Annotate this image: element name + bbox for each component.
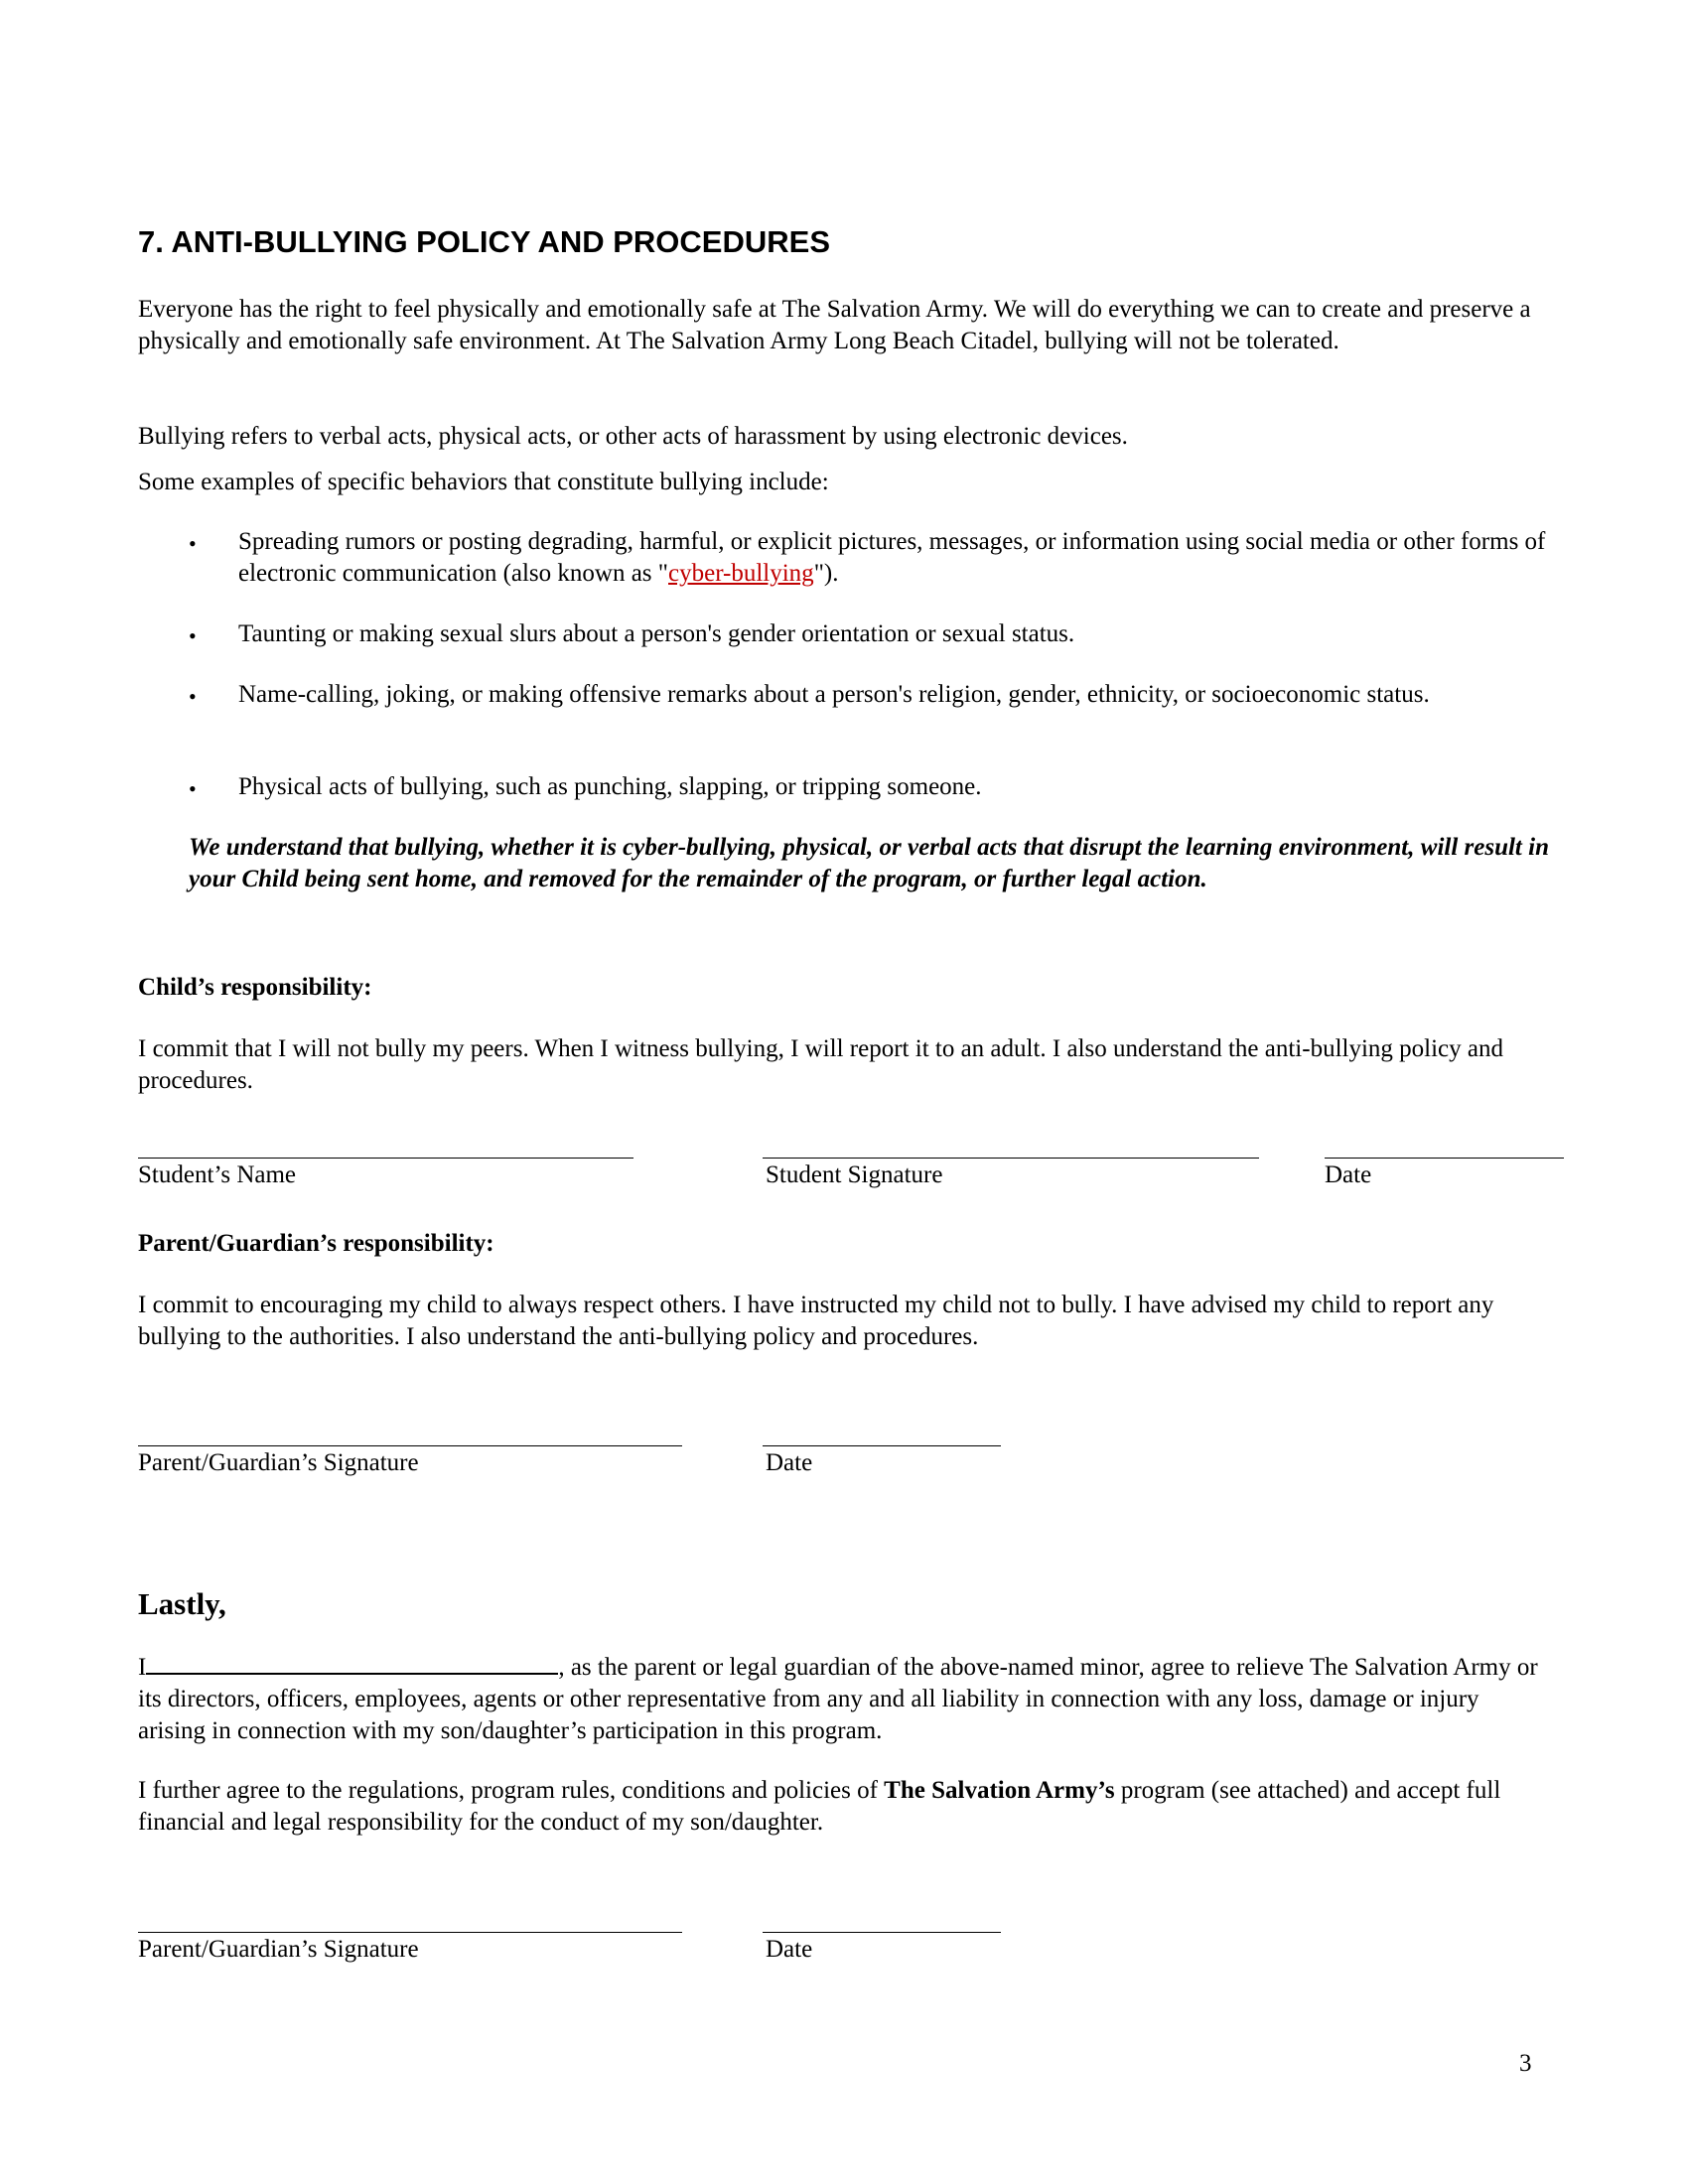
- bullet-dot: •: [189, 776, 197, 801]
- student-signature-label: Student Signature: [766, 1161, 943, 1188]
- student-name-label: Student’s Name: [138, 1161, 297, 1188]
- bullet-dot: •: [189, 623, 197, 648]
- list-item: [238, 526, 1549, 590]
- parent-signature-line[interactable]: [138, 1445, 682, 1446]
- bullet-text-end: ").: [813, 560, 839, 587]
- student-date-label: Date: [1325, 1161, 1372, 1188]
- section-heading: 7. ANTI-BULLYING POLICY AND PROCEDURES: [138, 224, 831, 259]
- bullet-text: Spreading rumors or posting degrading, harmful, or explicit pictures, messages, or information using social media or other forms of electronic communication (also known as ": [238, 528, 1546, 587]
- parent-date-label: Date: [766, 1449, 813, 1476]
- release-prefix: I: [138, 1654, 147, 1681]
- examples-intro: Some examples of specific behaviors that constitute bullying include:: [138, 469, 829, 495]
- child-commitment: I commit that I will not bully my peers. When I witness bullying, I will report it to an adult. I also understand the anti-bullying policy and procedures.: [138, 1035, 1503, 1094]
- list-item: Taunting or making sexual slurs about a person's gender orientation or sexual status.: [238, 620, 1075, 647]
- list-item: Physical acts of bullying, such as punching, slapping, or tripping someone.: [238, 773, 982, 800]
- release-text: , as the parent or legal guardian of the above-named minor, agree to relieve The Salvation Army or its directors, officers, employees, agents or other representative from any and all liability in connection with any loss, damage or injury arising in connection with my son/daughter’s participation in this program.: [138, 1654, 1538, 1744]
- agreement-paragraph: [138, 1775, 1548, 1839]
- parent-responsibility-heading: Parent/Guardian’s responsibility:: [138, 1230, 494, 1257]
- student-date-line[interactable]: [1325, 1158, 1564, 1159]
- warning-paragraph: We understand that bullying, whether it is cyber-bullying, physical, or verbal acts that disrupt the learning environment, will result in your Child being sent home, and removed for the remainder of the program, or further legal action.: [189, 834, 1549, 892]
- release-paragraph: [138, 1649, 1548, 1747]
- agreement-text: I further agree to the regulations, program rules, conditions and policies of: [138, 1777, 885, 1804]
- list-item: Name-calling, joking, or making offensive remarks about a person's religion, gender, ethnicity, or socioeconomic status.: [238, 681, 1430, 708]
- parent-date-line[interactable]: [763, 1445, 1001, 1446]
- final-signature-line[interactable]: [138, 1932, 682, 1933]
- child-responsibility-heading: Child’s responsibility:: [138, 974, 372, 1001]
- page-number: 3: [1519, 2050, 1532, 2077]
- student-name-line[interactable]: [138, 1158, 633, 1159]
- bullet-dot: •: [189, 531, 197, 556]
- final-date-label: Date: [766, 1936, 813, 1963]
- final-date-line[interactable]: [763, 1932, 1001, 1933]
- parent-commitment: I commit to encouraging my child to always respect others. I have instructed my child not to bully. I have advised my child to report any bullying to the authorities. I also understand the anti-bullying policy and procedures.: [138, 1292, 1494, 1350]
- parent-signature-label: Parent/Guardian’s Signature: [138, 1449, 419, 1476]
- organization-name: The Salvation Army’s: [884, 1777, 1115, 1804]
- agreement-text-end: program (see attached) and accept full financial and legal responsibility for the conduct of my son/daughter.: [138, 1777, 1501, 1836]
- lastly-heading: Lastly,: [138, 1586, 226, 1621]
- guardian-name-blank[interactable]: [146, 1649, 558, 1675]
- bullet-dot: •: [189, 684, 197, 709]
- student-signature-line[interactable]: [763, 1158, 1259, 1159]
- cyber-bullying-link[interactable]: cyber-bullying: [668, 560, 814, 587]
- final-signature-label: Parent/Guardian’s Signature: [138, 1936, 419, 1963]
- definition-paragraph: Bullying refers to verbal acts, physical acts, or other acts of harassment by using electronic devices.: [138, 423, 1128, 450]
- intro-paragraph: Everyone has the right to feel physically and emotionally safe at The Salvation Army. We will do everything we can to create and preserve a physically and emotionally safe environment. At The Salvation Army Long Beach Citadel, bullying will not be tolerated.: [138, 296, 1531, 354]
